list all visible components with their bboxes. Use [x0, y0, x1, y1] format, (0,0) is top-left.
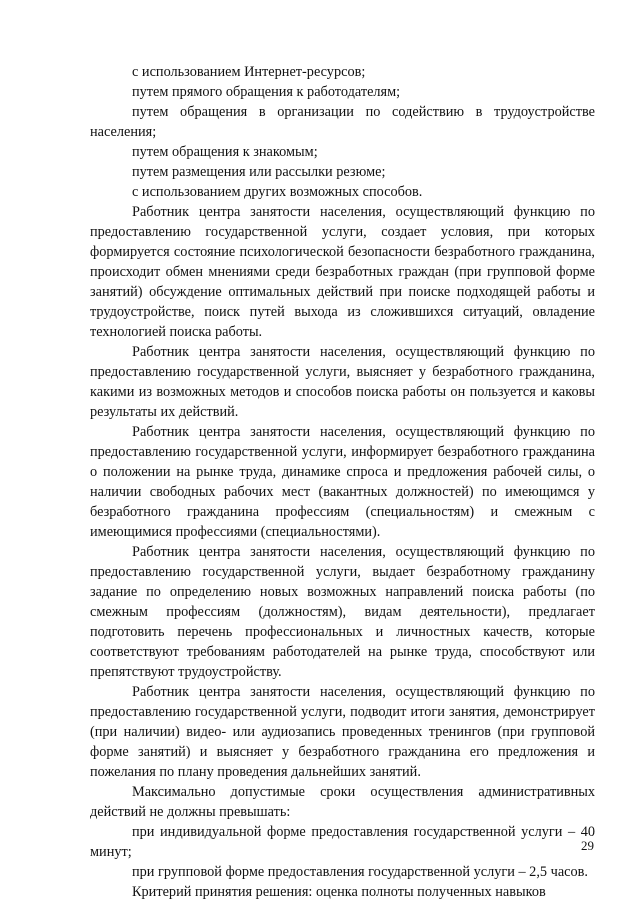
- page-number: 29: [581, 838, 594, 853]
- paragraph: путем обращения к знакомым;: [132, 144, 318, 160]
- paragraph: путем обращения в организации по содействию в трудоустройстве населения;: [90, 104, 595, 140]
- paragraph: с использованием других возможных способов.: [132, 184, 423, 200]
- paragraph: с использованием Интернет-ресурсов;: [132, 64, 366, 80]
- paragraph: Работник центра занятости населения, осуществляющий функцию по предоставлению государственной услуги, создает условия, при которых формируется состояние психологической безопасности безработного гражданина, происходит обмен мнениями среди безработных граждан (при групповой форме занятий) обсуждение оптимальных действий при поиске подходящей работы и трудоустройстве, поиск путей выхода из сложившихся ситуаций, овладение технологией поиска работы.: [90, 204, 595, 340]
- paragraph: Работник центра занятости населения, осуществляющий функцию по предоставлению государственной услуги, выясняет у безработного гражданина, какими из возможных методов и способов поиска работы он пользуется и каковы результаты их действий.: [90, 344, 595, 420]
- paragraph: Работник центра занятости населения, осуществляющий функцию по предоставлению государственной услуги, информирует безработного гражданина о положении на рынке труда, динамике спроса и предложения рабочей силы, о наличии свободных рабочих мест (вакантных должностей) по имеющимся у безработного гражданина профессиям (специальностям) и смежным с имеющимися профессиями (специальностями).: [90, 424, 595, 540]
- paragraph: при индивидуальной форме предоставления государственной услуги – 40 минут;: [90, 824, 595, 860]
- document-body: [90, 62, 595, 902]
- paragraph: Работник центра занятости населения, осуществляющий функцию по предоставлению государственной услуги, выдает безработному гражданину задание по определению новых возможных направлений поиска работы (по смежным профессиям (должностям), видам деятельности), предлагает подготовить перечень профессиональных и личностных качеств, которые соответствуют требованиям работодателей на рынке труда, способствуют или препятствуют трудоустройству.: [90, 544, 595, 680]
- paragraph: путем размещения или рассылки резюме;: [132, 164, 386, 180]
- paragraph: Критерий принятия решения: оценка полноты полученных навыков: [132, 884, 546, 900]
- paragraph: Работник центра занятости населения, осуществляющий функцию по предоставлению государственной услуги, подводит итоги занятия, демонстрирует (при наличии) видео- или аудиозапись проведенных тренингов (при групповой форме занятий) и выясняет у безработного гражданина его предложения и пожелания по плану проведения дальнейших занятий.: [90, 684, 595, 780]
- paragraph: путем прямого обращения к работодателям;: [132, 84, 401, 100]
- paragraph: при групповой форме предоставления государственной услуги – 2,5 часов.: [132, 864, 588, 880]
- paragraph: Максимально допустимые сроки осуществления административных действий не должны превышать:: [90, 784, 595, 820]
